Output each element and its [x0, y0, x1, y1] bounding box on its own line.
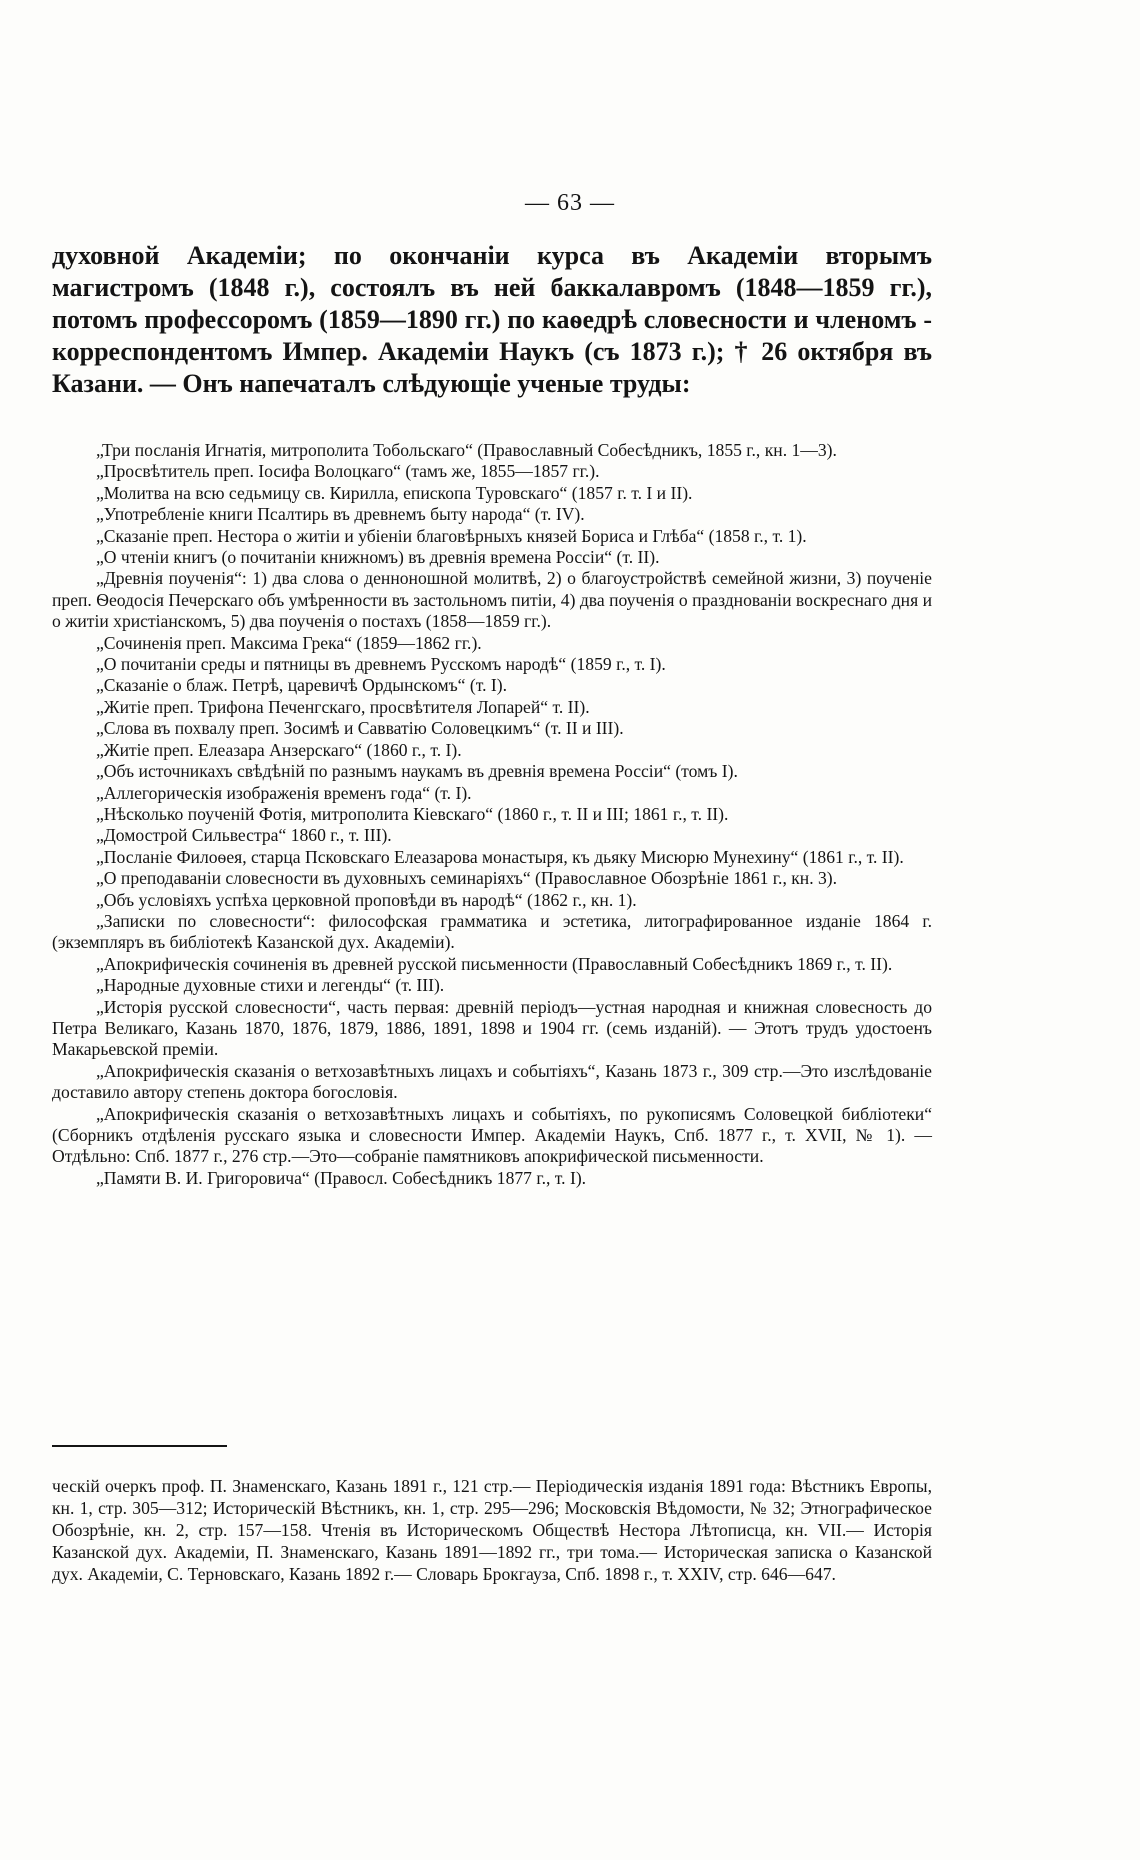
intro-paragraph: духовной Академіи; по окончаніи курса въ Академіи вторымъ магистромъ (1848 г.), состоялъ въ ней баккалавромъ (1848—1859 гг.), потомъ профессоромъ (1859—1890 гг.) по каѳедрѣ словесности и членомъ - корреспондентомъ Импер. Академіи Наукъ (съ 1873 г.); † 26 октября въ Казани. — Онъ напечаталъ слѣдующіе ученые труды:	[52, 241, 932, 398]
work-entry: „О преподаваніи словесности въ духовныхъ семинаріяхъ“ (Православное Обозрѣніе 1861 г., кн. 3).	[96, 868, 838, 889]
work-entry: „О чтеніи книгъ (о почитаніи книжномъ) въ древнія времена Россіи“ (т. II).	[96, 547, 660, 568]
work-entry: „Посланіе Филоѳея, старца Псковскаго Елеазарова монастыря, къ дьяку Мисюрю Мунехину“ (1861 г., т. II).	[96, 846, 904, 867]
works-list	[52, 440, 932, 1189]
work-entry: „Молитва на всю седьмицу св. Кирилла, епископа Туровскаго“ (1857 г. т. I и II).	[96, 482, 693, 503]
work-entry: „Записки по словесности“: философская грамматика и эстетика, литографированное изданіе 1864 г. (экземпляръ въ библіотекѣ Казанской дух. Академіи).	[52, 910, 932, 953]
work-entry: „Апокрифическія сказанія о ветхозавѣтныхъ лицахъ и событіяхъ, по рукописямъ Соловецкой библіотеки“ (Сборникъ отдѣленія русскаго языка и словесности Импер. Академіи Наукъ, Спб. 1877 г., т. XVII, № 1). — Отдѣльно: Спб. 1877 г., 276 стр.—Это—собраніе памятниковъ апокрифической письменности.	[52, 1103, 932, 1167]
work-entry: „Три посланія Игнатія, митрополита Тобольскаго“ (Православный Собесѣдникъ, 1855 г., кн. 1—3).	[96, 440, 837, 460]
work-entry: „Памяти В. И. Григоровича“ (Правосл. Собесѣдникъ 1877 г., т. I).	[96, 1167, 587, 1188]
work-entry: „Житіе преп. Елеазара Анзерскаго“ (1860 г., т. I).	[96, 739, 462, 760]
work-entry: „Объ источникахъ свѣдѣній по разнымъ наукамъ въ древнія времена Россіи“ (томъ I).	[96, 761, 738, 782]
page-number: — 63 —	[525, 190, 615, 216]
work-entry: „Аллегорическія изображенія временъ года“ (т. I).	[96, 782, 472, 803]
work-entry: „Апокрифическія сочиненія въ древней русской письменности (Православный Собесѣдникъ 1869 г., т. II).	[96, 953, 893, 974]
work-entry: „Народные духовные стихи и легенды“ (т. III).	[96, 975, 445, 996]
work-entry: „Домострой Сильвестра“ 1860 г., т. III).	[96, 825, 392, 846]
work-entry: „Нѣсколько поученій Фотія, митрополита Кіевскаго“ (1860 г., т. II и III; 1861 г., т. II).	[96, 803, 729, 824]
work-entry: „Употребленіе книги Псалтирь въ древнемъ быту народа“ (т. IV).	[96, 504, 585, 525]
work-entry: „Житіе преп. Трифона Печенгскаго, просвѣтителя Лопарей“ т. II).	[96, 696, 590, 717]
footnote-separator	[52, 1445, 227, 1447]
footnote-paragraph: ческій очеркъ проф. П. Знаменскаго, Казань 1891 г., 121 стр.— Періодическія изданія 1891 года: Вѣстникъ Европы, кн. 1, стр. 305—312; Историческій Вѣстникъ, кн. 1, стр. 295—296; Московскія Вѣдомости, № 32; Этнографическое Обозрѣніе, кн. 2, стр. 157—158. Чтенія въ Историческомъ Обществѣ Нестора Лѣтописца, кн. VII.— Исторія Казанской дух. Академіи, П. Знаменскаго, Казань 1891—1892 гг., три тома.— Историческая записка о Казанской дух. Академіи, С. Терновскаго, Казань 1892 г.— Словарь Брокгауза, Спб. 1898 г., т. XXIV, стр. 646—647.	[52, 1476, 932, 1584]
work-entry: „Сочиненія преп. Максима Грека“ (1859—1862 гг.).	[96, 632, 482, 653]
work-entry: „Объ условіяхъ успѣха церковной проповѣди въ народѣ“ (1862 г., кн. 1).	[96, 889, 637, 910]
work-entry: „Сказаніе о блаж. Петрѣ, царевичѣ Ордынскомъ“ (т. I).	[96, 675, 508, 696]
work-entry: „О почитаніи среды и пятницы въ древнемъ Русскомъ народѣ“ (1859 г., т. I).	[96, 654, 666, 675]
work-entry: „Древнія поученія“: 1) два слова о денноношной молитвѣ, 2) о благоустройствѣ семейной жизни, 3) поученіе преп. Ѳеодосія Печерскаго объ умѣренности въ застольномъ питіи, 4) два поученія о празднованіи воскреснаго дня и о житіи христіанскомъ, 5) два поученія о постахъ (1858—1859 гг.).	[52, 568, 932, 632]
work-entry: „Просвѣтитель преп. Іосифа Волоцкаго“ (тамъ же, 1855—1857 гг.).	[96, 461, 600, 482]
work-entry: „Слова въ похвалу преп. Зосимѣ и Савватію Соловецкимъ“ (т. II и III).	[96, 718, 624, 739]
work-entry: „Исторія русской словесности“, часть первая: древній періодъ—устная народная и книжная словесность до Петра Великаго, Казань 1870, 1876, 1879, 1886, 1891, 1898 и 1904 гг. (семь изданій). — Этотъ трудъ удостоенъ Макарьевской преміи.	[52, 996, 932, 1060]
work-entry: „Сказаніе преп. Нестора о житіи и убіеніи благовѣрныхъ князей Бориса и Глѣба“ (1858 г., т. 1).	[96, 525, 807, 546]
work-entry: „Апокрифическія сказанія о ветхозавѣтныхъ лицахъ и событіяхъ“, Казань 1873 г., 309 стр.—Это изслѣдованіе доставило автору степень доктора богословія.	[52, 1060, 932, 1103]
